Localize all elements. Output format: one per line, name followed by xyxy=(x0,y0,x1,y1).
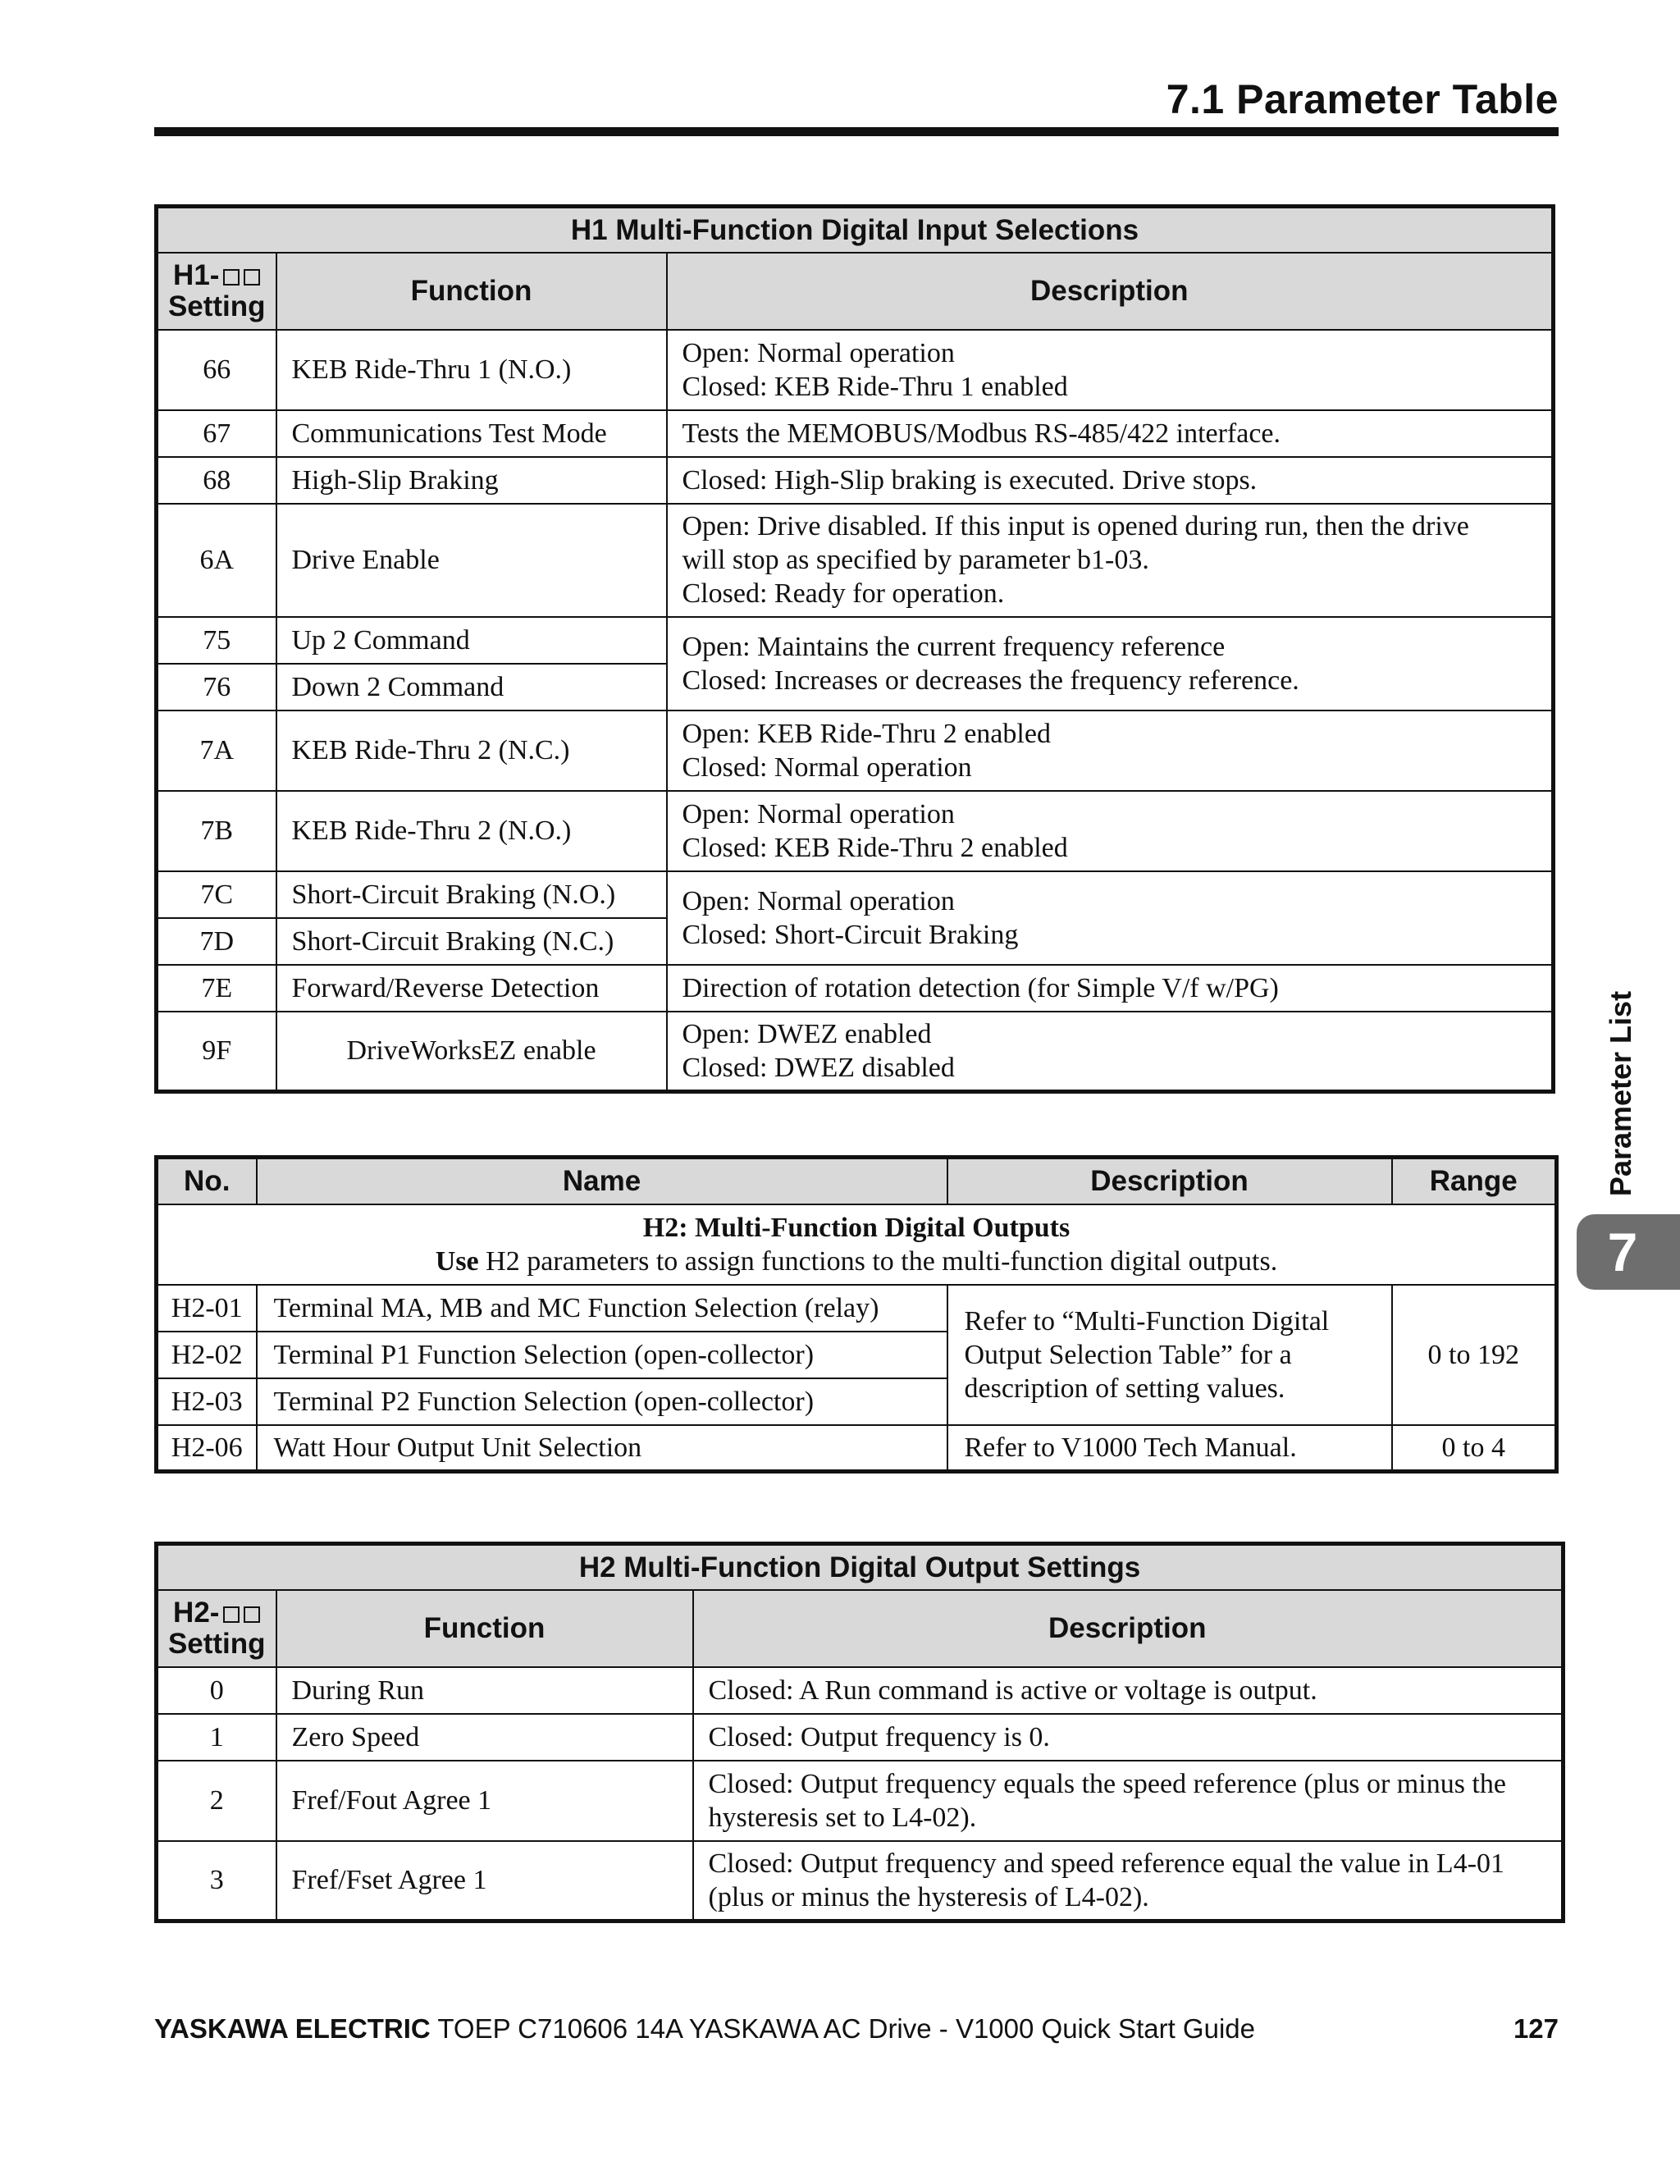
description-cell: Closed: Output frequency is 0. xyxy=(693,1714,1564,1761)
footer-brand: YASKAWA ELECTRIC xyxy=(154,2013,431,2044)
description-cell: Open: KEB Ride-Thru 2 enabled Closed: Normal operation xyxy=(667,710,1554,791)
column-header-setting: H1- Setting xyxy=(157,253,276,330)
param-name-cell: Terminal P2 Function Selection (open-collector) xyxy=(257,1378,947,1425)
column-header-description: Description xyxy=(947,1158,1392,1204)
param-no-cell: H2-03 xyxy=(157,1378,257,1425)
function-cell: KEB Ride-Thru 1 (N.O.) xyxy=(276,330,667,410)
setting-cell: 7C xyxy=(157,871,276,918)
param-name-cell: Watt Hour Output Unit Selection xyxy=(257,1425,947,1472)
param-description-cell: Refer to “Multi-Function Digital Output Selection Table” for a description of setting values. xyxy=(947,1285,1392,1425)
function-cell: Fref/Fout Agree 1 xyxy=(276,1761,693,1841)
footer-document xyxy=(154,2013,1255,2045)
setting-cell: 7D xyxy=(157,918,276,965)
param-no-cell: H2-02 xyxy=(157,1332,257,1378)
setting-cell: 7B xyxy=(157,791,276,871)
setting-cell: 67 xyxy=(157,410,276,457)
function-cell: Down 2 Command xyxy=(276,664,667,710)
column-header-range: Range xyxy=(1392,1158,1557,1204)
table-row xyxy=(157,330,1554,410)
chapter-tab: 7 xyxy=(1577,1214,1680,1290)
placeholder-box-icon xyxy=(244,1606,260,1623)
group-title: H2: Multi-Function Digital Outputs xyxy=(642,1212,1071,1243)
description-cell: Closed: A Run command is active or voltage is output. xyxy=(693,1667,1564,1714)
title-rule xyxy=(154,127,1559,136)
setting-cell: 3 xyxy=(157,1841,276,1921)
setting-cell: 7A xyxy=(157,710,276,791)
column-header-function: Function xyxy=(276,1590,693,1667)
table-row xyxy=(157,457,1554,504)
table-title: H1 Multi-Function Digital Input Selections xyxy=(157,207,1554,253)
description-cell: Direction of rotation detection (for Simple V/f w/PG) xyxy=(667,965,1554,1012)
setting-cell: 2 xyxy=(157,1761,276,1841)
description-cell: Open: Maintains the current frequency reference Closed: Increases or decreases the frequency reference. xyxy=(667,617,1554,710)
function-cell: Forward/Reverse Detection xyxy=(276,965,667,1012)
column-header-description: Description xyxy=(667,253,1554,330)
description-cell: Closed: Output frequency and speed reference equal the value in L4-01 (plus or minus the hysteresis of L4-02). xyxy=(693,1841,1564,1921)
table-row xyxy=(157,1425,1557,1472)
description-cell: Open: Normal operation Closed: KEB Ride-Thru 2 enabled xyxy=(667,791,1554,871)
h1-input-selections-table xyxy=(154,204,1555,1094)
table-row xyxy=(157,710,1554,791)
function-cell: Drive Enable xyxy=(276,504,667,617)
function-cell: KEB Ride-Thru 2 (N.C.) xyxy=(276,710,667,791)
function-cell: Communications Test Mode xyxy=(276,410,667,457)
page-footer xyxy=(154,2013,1559,2049)
setting-cell: 7E xyxy=(157,965,276,1012)
placeholder-box-icon xyxy=(244,269,260,286)
function-cell: High-Slip Braking xyxy=(276,457,667,504)
function-cell: Zero Speed xyxy=(276,1714,693,1761)
table-row xyxy=(157,1841,1564,1921)
column-header-name: Name xyxy=(257,1158,947,1204)
function-cell: KEB Ride-Thru 2 (N.O.) xyxy=(276,791,667,871)
table-row xyxy=(157,965,1554,1012)
param-range-cell: 0 to 192 xyxy=(1392,1285,1557,1425)
side-section-label: Parameter List xyxy=(1604,990,1637,1197)
table-title: H2 Multi-Function Digital Output Settings xyxy=(157,1544,1564,1590)
function-cell: During Run xyxy=(276,1667,693,1714)
footer-doc-title: TOEP C710606 14A YASKAWA AC Drive - V1000 Quick Start Guide xyxy=(430,2013,1255,2044)
column-header-no: No. xyxy=(157,1158,257,1204)
description-cell: Tests the MEMOBUS/Modbus RS-485/422 interface. xyxy=(667,410,1554,457)
placeholder-box-icon xyxy=(223,1606,240,1623)
group-heading-row xyxy=(157,1204,1557,1285)
param-name-cell: Terminal P1 Function Selection (open-collector) xyxy=(257,1332,947,1378)
description-cell: Open: Drive disabled. If this input is opened during run, then the drive will stop as specified by parameter b1-03. Closed: Ready for operation. xyxy=(667,504,1554,617)
page-number: 127 xyxy=(1513,2013,1559,2044)
function-cell: Short-Circuit Braking (N.C.) xyxy=(276,918,667,965)
setting-cell: 9F xyxy=(157,1012,276,1092)
table-row xyxy=(157,1285,1557,1332)
setting-cell: 76 xyxy=(157,664,276,710)
param-no-cell: H2-06 xyxy=(157,1425,257,1472)
function-cell: Fref/Fset Agree 1 xyxy=(276,1841,693,1921)
setting-cell: 68 xyxy=(157,457,276,504)
param-no-cell: H2-01 xyxy=(157,1285,257,1332)
table-row xyxy=(157,1667,1564,1714)
function-cell: DriveWorksEZ enable xyxy=(276,1012,667,1092)
page-title: 7.1 Parameter Table xyxy=(1166,76,1559,122)
function-cell: Short-Circuit Braking (N.O.) xyxy=(276,871,667,918)
group-note-bold: Use xyxy=(435,1245,479,1277)
column-header-function: Function xyxy=(276,253,667,330)
setting-cell: 0 xyxy=(157,1667,276,1714)
description-cell: Closed: Output frequency equals the speed reference (plus or minus the hysteresis set to L4-02). xyxy=(693,1761,1564,1841)
group-note: H2 parameters to assign functions to the multi-function digital outputs. xyxy=(478,1245,1278,1277)
setting-cell: 75 xyxy=(157,617,276,664)
description-cell: Open: Normal operation Closed: Short-Circuit Braking xyxy=(667,871,1554,965)
column-header-setting: H2- Setting xyxy=(157,1590,276,1667)
table-row xyxy=(157,791,1554,871)
table-row xyxy=(157,504,1554,617)
param-name-cell: Terminal MA, MB and MC Function Selection (relay) xyxy=(257,1285,947,1332)
description-cell: Open: DWEZ enabled Closed: DWEZ disabled xyxy=(667,1012,1554,1092)
table-row xyxy=(157,617,1554,664)
setting-cell: 1 xyxy=(157,1714,276,1761)
h2-parameters-table xyxy=(154,1155,1559,1474)
param-range-cell: 0 to 4 xyxy=(1392,1425,1557,1472)
description-cell: Open: Normal operation Closed: KEB Ride-Thru 1 enabled xyxy=(667,330,1554,410)
table-row xyxy=(157,1012,1554,1092)
table-row xyxy=(157,410,1554,457)
setting-cell: 66 xyxy=(157,330,276,410)
group-heading xyxy=(157,1204,1557,1285)
h2-output-settings-table xyxy=(154,1542,1565,1923)
setting-cell: 6A xyxy=(157,504,276,617)
table-row xyxy=(157,1714,1564,1761)
table-row xyxy=(157,871,1554,918)
function-cell: Up 2 Command xyxy=(276,617,667,664)
description-cell: Closed: High-Slip braking is executed. Drive stops. xyxy=(667,457,1554,504)
placeholder-box-icon xyxy=(223,269,240,286)
param-description-cell: Refer to V1000 Tech Manual. xyxy=(947,1425,1392,1472)
column-header-description: Description xyxy=(693,1590,1564,1667)
table-row xyxy=(157,1761,1564,1841)
